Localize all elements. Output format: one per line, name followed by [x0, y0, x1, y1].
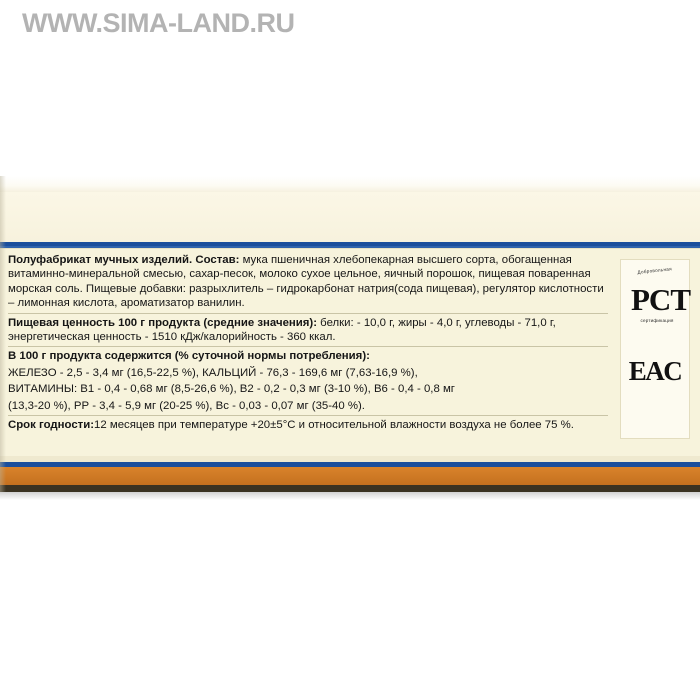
label-divider-3: [8, 415, 608, 416]
composition-heading: Полуфабрикат мучных изделий. Состав:: [8, 254, 240, 266]
package-left-edge: [0, 176, 6, 492]
shelf-life-text: 12 месяцев при температуре +20±5°С и относительной влажности воздуха не более 75 %.: [94, 419, 574, 432]
label-text-block: [8, 253, 612, 451]
daily-value-heading-paragraph: [8, 349, 612, 363]
eac-mark-glyph: EAC: [628, 356, 682, 386]
nutrition-paragraph: [8, 316, 612, 345]
package-top-cream-band: [0, 192, 700, 242]
daily-value-line-3: (13,3-20 %), РР - 3,4 - 5,9 мг (20-25 %), Вс - 0,03 - 0,07 мг (35-40 %).: [8, 399, 365, 412]
daily-value-line-1: ЖЕЛЕЗО - 2,5 - 3,4 мг (16,5-22,5 %), КАЛЬЦИЙ - 76,3 - 169,6 мг (7,63-16,9 %),: [8, 366, 418, 379]
shelf-life-paragraph: [8, 418, 612, 432]
package-bottom-dark-edge: [0, 485, 700, 492]
watermark-text: WWW.SIMA-LAND.RU: [22, 8, 295, 38]
package-drop-shadow: [0, 492, 700, 500]
label-divider-1: [8, 313, 608, 314]
product-package-photo: [0, 176, 700, 496]
nutrition-heading: Пищевая ценность 100 г продукта (средние значения):: [8, 316, 318, 329]
composition-text: мука пшеничная хлебопекарная высшего сорта, обогащенная витаминно-минеральной смесью, сахар-песок, молоко сухое цельное, яичный порошок, пищевая поваренная морская соль. Пищевые добавки: разрыхлитель – гидрокарбонат натрия(сода пищевая), регулятор кислотности – лимонная кислота, ароматизатор ванилин.: [8, 254, 604, 310]
label-divider-2: [8, 346, 608, 347]
package-bottom-orange-edge: [0, 467, 700, 485]
shelf-life-heading: Срок годности:: [8, 419, 95, 432]
pct-certification-mark: [621, 266, 689, 344]
daily-value-line-2: ВИТАМИНЫ: В1 - 0,4 - 0,68 мг (8,5-26,6 %), В2 - 0,2 - 0,3 мг (3-10 %), В6 - 0,4 - 0,8 мг: [8, 383, 455, 396]
pct-sub-label: сертификация: [640, 318, 674, 323]
pct-mark-glyph: PCT: [631, 282, 690, 317]
ingredients-label-panel: [0, 248, 700, 457]
composition-paragraph: [8, 253, 612, 311]
certification-marks-box: [620, 259, 690, 439]
nutrition-text: белки: - 10,0 г, жиры - 4,0 г, углеводы - 71,0 г, энергетическая ценность - 1510 кДж/калорийность - 360 ккал.: [8, 316, 556, 344]
daily-value-heading: В 100 г продукта содержится (% суточной нормы потребления):: [8, 350, 370, 363]
pct-arc-label: Добровольная: [637, 266, 673, 275]
package-top-white-band: [0, 176, 700, 192]
